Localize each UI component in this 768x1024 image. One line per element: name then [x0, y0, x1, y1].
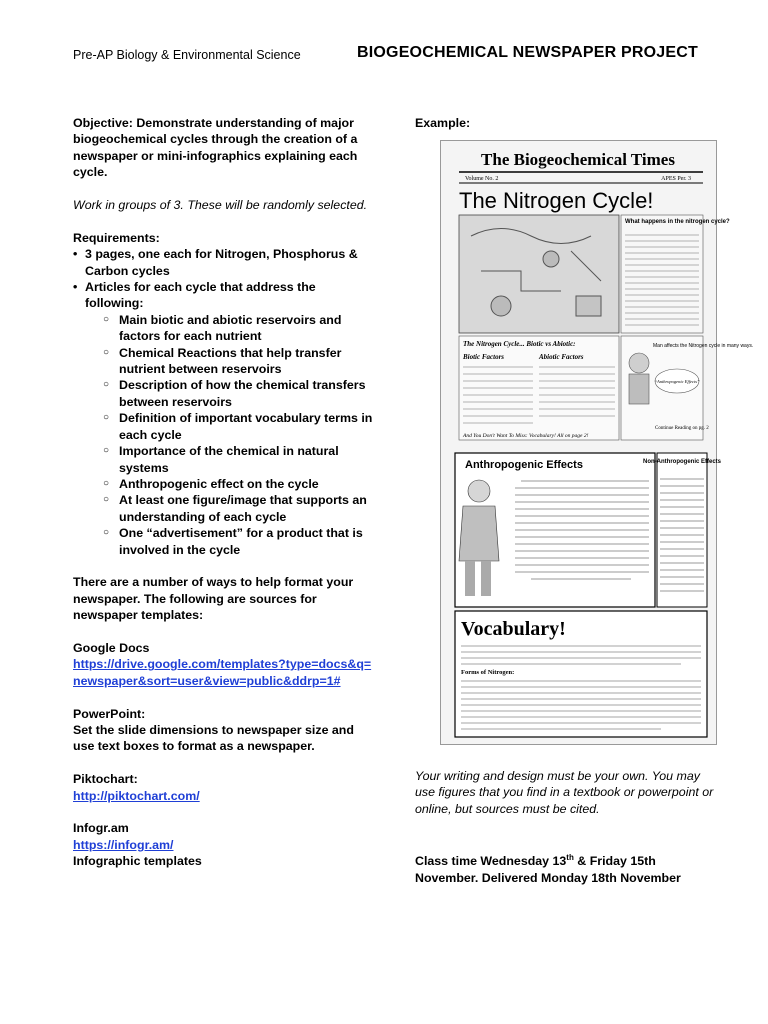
newspaper-headline: The Nitrogen Cycle!: [459, 188, 654, 213]
vocab-forms: Forms of Nitrogen:: [461, 669, 515, 676]
powerpoint-heading: PowerPoint:: [73, 706, 146, 721]
abiotic-heading: Abiotic Factors: [539, 353, 584, 361]
requirement-subitem: ○ One “advertisement” for a product that is involved in the cycle: [73, 525, 373, 558]
objective-text: Objective: Demonstrate understanding of major biogeochemical cycles through the creation of a newspaper or mini-infographics explaining each cycle.: [73, 116, 358, 180]
businessman-figure: [468, 480, 490, 502]
course-name: Pre-AP Biology & Environmental Science: [73, 48, 301, 62]
infogram-text: Infographic templates: [73, 854, 202, 869]
requirement-subitem: ○ Definition of important vocabulary terms in each cycle: [73, 410, 373, 443]
deadline-part: Class time Wednesday 13: [415, 854, 567, 869]
newspaper-volume: Volume No. 2: [465, 176, 499, 182]
requirements-heading: Requirements:: [73, 230, 160, 245]
left-column: [73, 115, 373, 870]
requirement-subitem: ○ Anthropogenic effect on the cycle: [73, 476, 373, 492]
google-docs-heading: Google Docs: [73, 640, 150, 655]
requirement-bullet: • 3 pages, one each for Nitrogen, Phosphorus & Carbon cycles: [73, 246, 373, 279]
requirement-subitem: ○ At least one figure/image that supports an understanding of each cycle: [73, 492, 373, 525]
deadline-text: [415, 850, 715, 886]
man-figure: [629, 353, 649, 373]
groups-note: Work in groups of 3. These will be randomly selected.: [73, 198, 368, 213]
requirement-subitem: ○ Chemical Reactions that help transfer nutrient between reservoirs: [73, 345, 373, 378]
subheadline: The Nitrogen Cycle... Biotic vs Abiotic:: [463, 340, 576, 348]
non-anthro-heading: Non-Anthropogenic Effects: [643, 459, 721, 465]
sidebar-heading: What happens in the nitrogen cycle?: [625, 219, 730, 225]
newspaper-masthead: The Biogeochemical Times: [481, 150, 675, 169]
example-newspaper-image: [440, 140, 754, 745]
infogram-heading: Infogr.am: [73, 821, 129, 836]
infogram-link[interactable]: https://infogr.am/: [73, 837, 174, 852]
requirement-subitem: ○ Description of how the chemical transfers between reservoirs: [73, 377, 373, 410]
vocab-heading: Vocabulary!: [461, 618, 566, 640]
powerpoint-text: Set the slide dimensions to newspaper size and use text boxes to format as a newspaper.: [73, 722, 354, 754]
google-docs-link[interactable]: https://drive.google.com/templates?type=docs&q=newspaper&sort=user&view=public&ddrp=1#: [73, 657, 372, 688]
deadline-sup: th: [566, 853, 574, 862]
teaser: And You Don't Want To Miss: Vocabulary! All on page 2!: [463, 433, 589, 439]
requirement-subitem: ○ Importance of the chemical in natural systems: [73, 443, 373, 476]
example-label: Example:: [415, 116, 471, 130]
originality-note: Your writing and design must be your own. You may use figures that you find in a textbook or powerpoint or online, but sources must be cited.: [415, 769, 714, 816]
requirement-bullet: • Articles for each cycle that address the following:: [73, 279, 373, 312]
piktochart-link[interactable]: http://piktochart.com/: [73, 788, 200, 803]
biotic-heading: Biotic Factors: [463, 353, 505, 361]
man-caption: Man affects the Nitrogen cycle in many ways.: [653, 343, 754, 349]
format-intro: There are a number of ways to help format your newspaper. The following are sources for newspaper templates:: [73, 575, 354, 623]
speech-bubble-text: “Anthropogenic Effects”: [654, 379, 700, 384]
continue-text: Continue Reading on pg. 2: [655, 426, 709, 431]
newspaper-class: APES Per. 3: [661, 176, 691, 182]
right-column: [415, 115, 715, 131]
piktochart-heading: Piktochart:: [73, 772, 138, 787]
deadline-part: & Friday 15th November. Delivered Monday 18th November: [415, 854, 681, 885]
document-title: BIOGEOCHEMICAL NEWSPAPER PROJECT: [357, 44, 698, 61]
requirement-subitem: ○ Main biotic and abiotic reservoirs and factors for each nutrient: [73, 312, 373, 345]
anthro-heading: Anthropogenic Effects: [465, 459, 583, 471]
